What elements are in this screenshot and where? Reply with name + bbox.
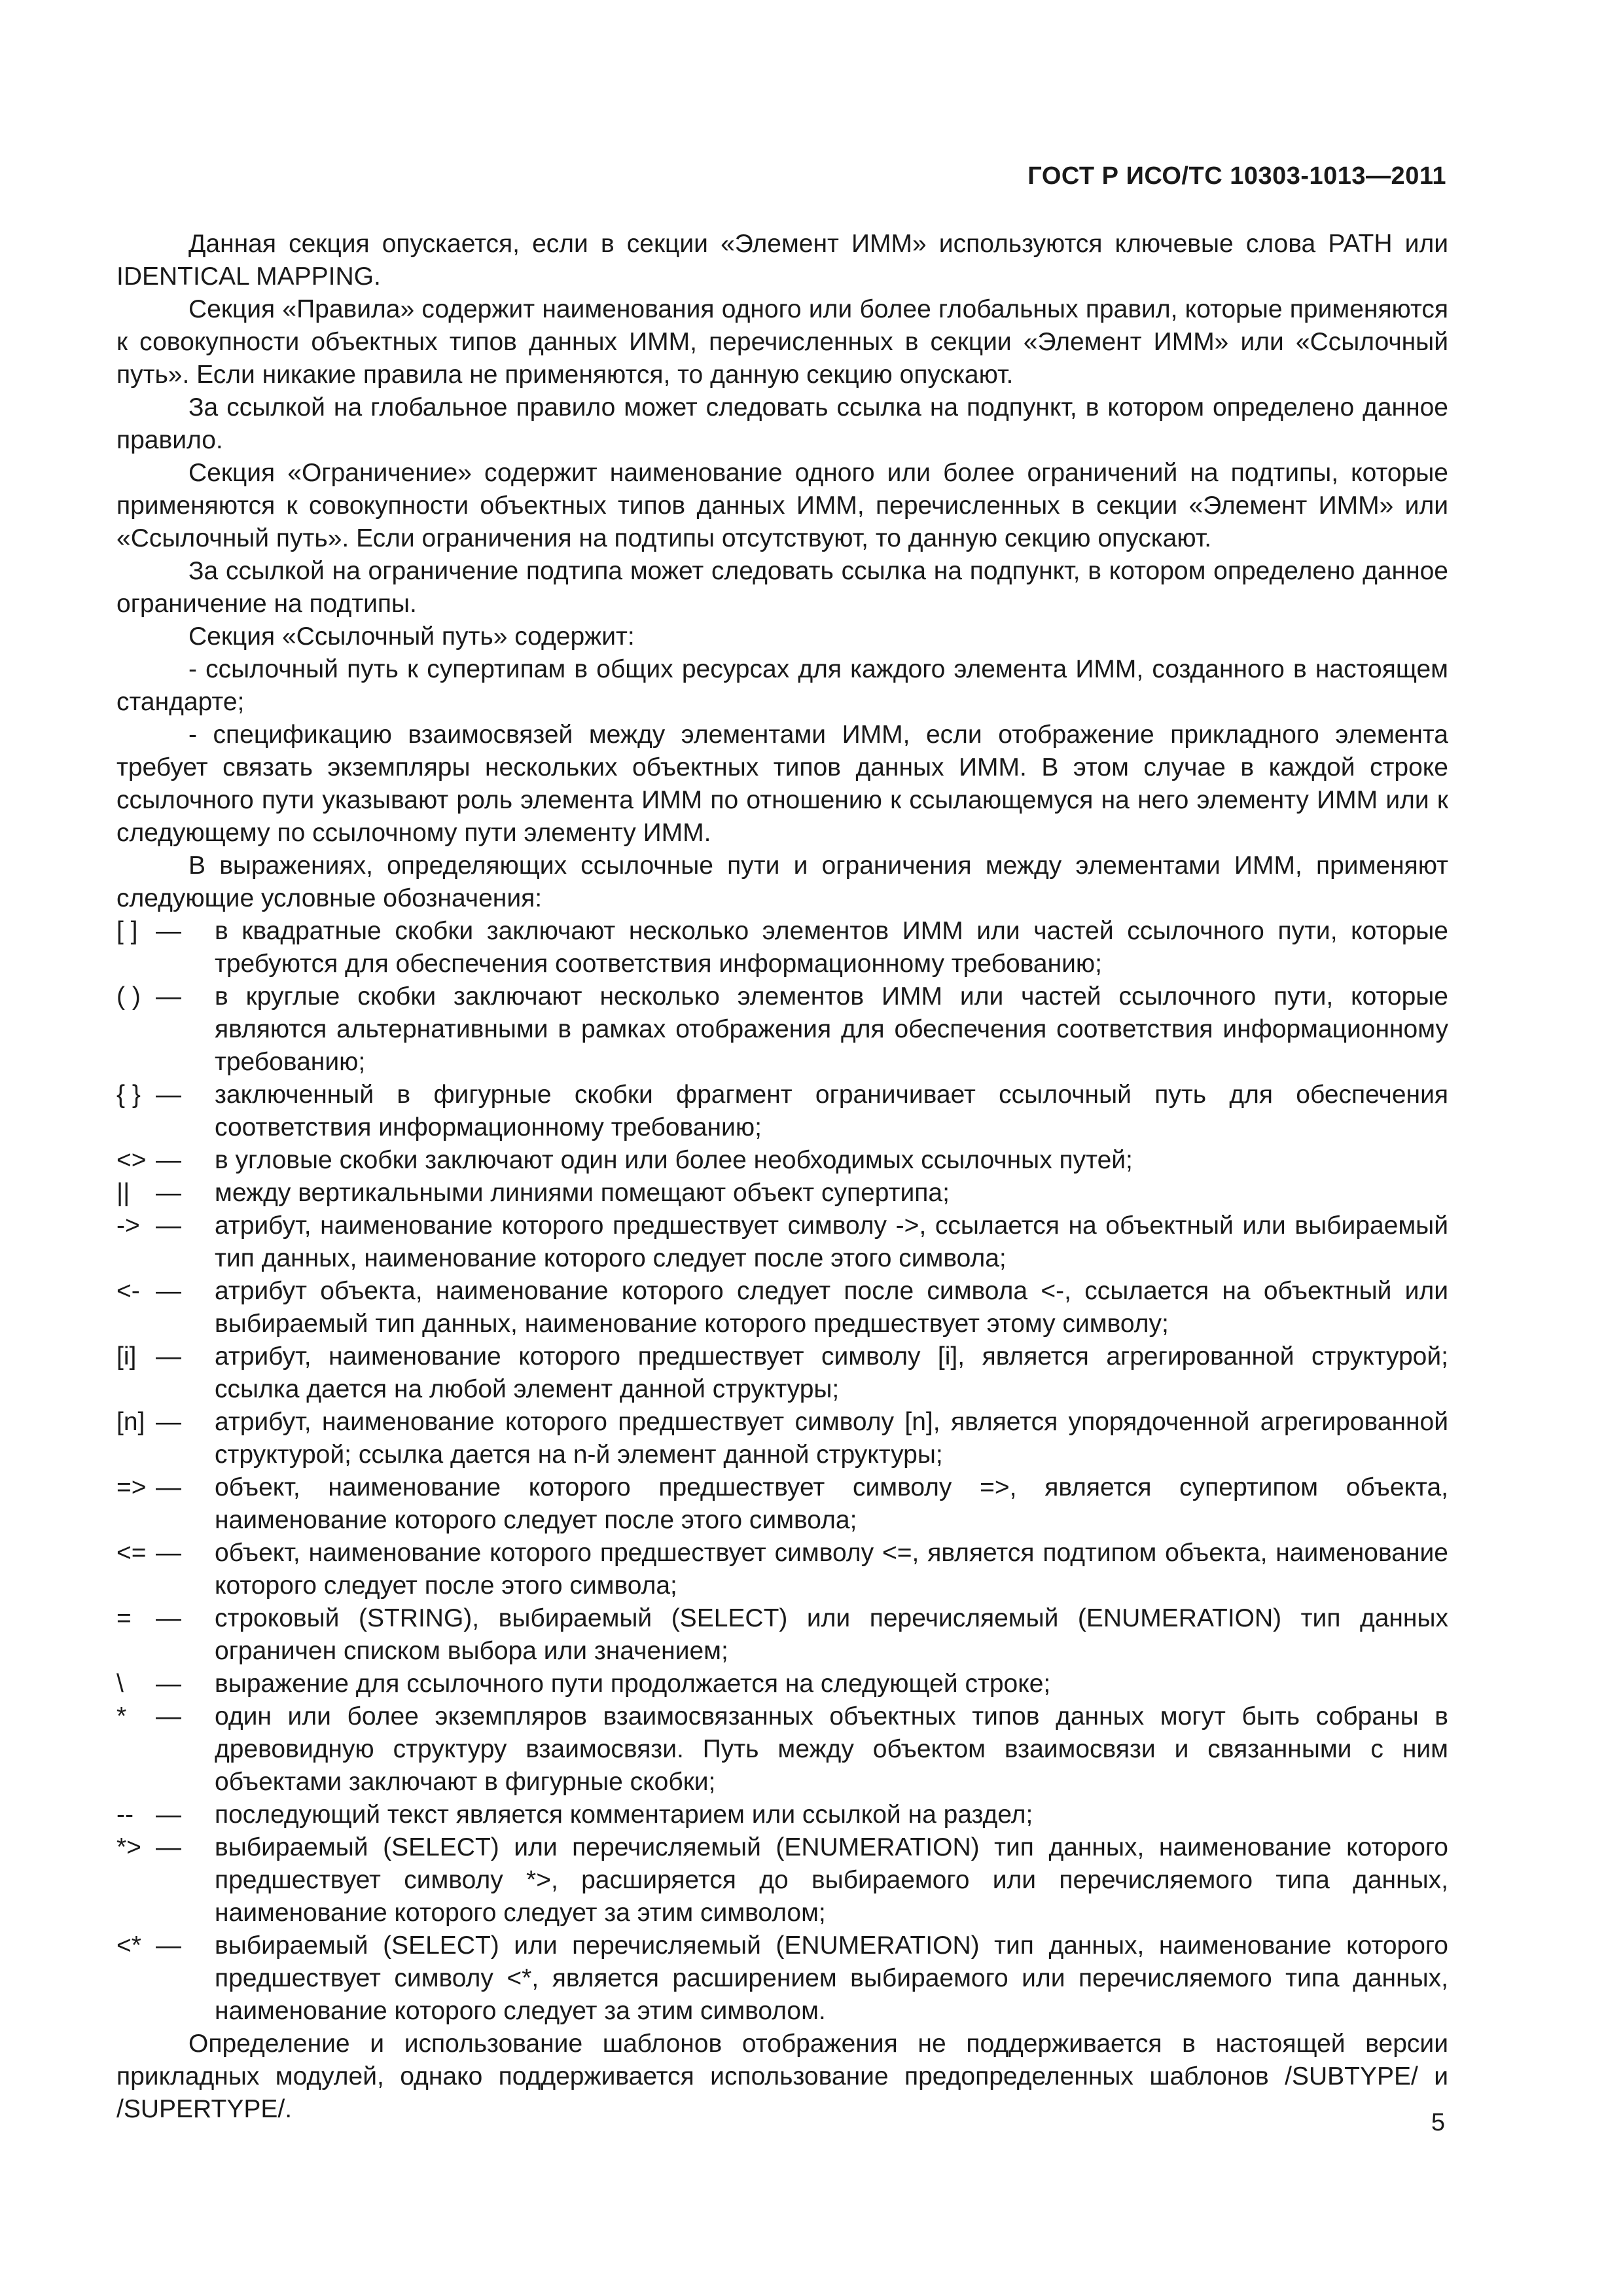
paragraph: В выражениях, определяющих ссылочные пути и ограничения между элементами ИММ, применяют следующие условные обозначения: <box>116 852 1448 912</box>
legend-symbol: \ <box>116 1670 124 1698</box>
paragraph: Данная секция опускается, если в секции «Элемент ИММ» используются ключевые слова PATH или IDENTICAL MAPPING. <box>116 230 1448 291</box>
legend-definition: между вертикальными линиями помещают объект супертипа; <box>215 1179 950 1207</box>
list-item: - ссылочный путь к супертипам в общих ресурсах для каждого элемента ИММ, созданного в настоящем стандарте; <box>116 655 1448 716</box>
legend-definition: выражение для ссылочного пути продолжается на следующей строке; <box>215 1670 1051 1698</box>
paragraph: Секция «Ограничение» содержит наименование одного или более ограничений на подтипы, которые применяются к совокупности объектных типов данных ИММ, перечисленных в секции «Элемент ИММ» или «Ссылочный путь». Если ограничения на подтипы отсутствуют, то данную секцию опускают. <box>116 459 1448 552</box>
legend-symbol: = <box>116 1604 132 1632</box>
document-header: ГОСТ Р ИСО/ТС 10303-1013—2011 <box>1027 162 1446 190</box>
legend-definition: атрибут, наименование которого предшествует символу ->, ссылается на объектный или выбираемый тип данных, наименование которого следует после этого символа; <box>215 1211 1448 1272</box>
legend-definition: выбираемый (SELECT) или перечисляемый (ENUMERATION) тип данных, наименование которого предшествует символу <*, является расширением выбираемого или перечисляемого типа данных, наименование которого следует за этим символом. <box>215 1931 1448 2025</box>
legend-row <box>116 1700 1448 1799</box>
legend-row <box>116 1177 1448 1210</box>
legend-dash: — <box>156 1342 181 1371</box>
legend-row <box>116 1340 1448 1406</box>
legend-row <box>116 915 1448 980</box>
legend-definition: один или более экземпляров взаимосвязанных объектных типов данных могут быть собраны в древовидную структуру взаимосвязи. Путь между объектом взаимосвязи и связанными с ним объектами заключают в фигурные скобки; <box>215 1702 1448 1796</box>
document-body <box>116 228 1448 2126</box>
legend-symbol: <- <box>116 1277 140 1305</box>
legend-definition: строковый (STRING), выбираемый (SELECT) или перечисляемый (ENUMERATION) тип данных ограничен списком выбора или значением; <box>215 1604 1448 1665</box>
legend-definition: заключенный в фигурные скобки фрагмент ограничивает ссылочный путь для обеспечения соответствия информационному требованию; <box>215 1081 1448 1141</box>
legend-definition: в круглые скобки заключают несколько элементов ИММ или частей ссылочного пути, которые являются альтернативными в рамках отображения для обеспечения соответствия информационному требованию; <box>215 982 1448 1076</box>
legend-row <box>116 1079 1448 1144</box>
legend-definition: объект, наименование которого предшествует символу =>, является супертипом объекта, наименование которого следует после этого символа; <box>215 1473 1448 1534</box>
legend-dash: — <box>156 1833 181 1861</box>
legend-row <box>116 1929 1448 2028</box>
legend-dash: — <box>156 917 181 945</box>
legend-row <box>116 1406 1448 1471</box>
legend-row <box>116 1275 1448 1340</box>
legend-definition: объект, наименование которого предшествует символу <=, является подтипом объекта, наименование которого следует после этого символа; <box>215 1539 1448 1600</box>
legend-row <box>116 1144 1448 1177</box>
legend-dash: — <box>156 1473 181 1501</box>
legend-definition: последующий текст является комментарием или ссылкой на раздел; <box>215 1801 1033 1829</box>
legend-row <box>116 1799 1448 1831</box>
legend-symbol: <> <box>116 1146 147 1174</box>
legend-row <box>116 1537 1448 1602</box>
legend-dash: — <box>156 1146 181 1174</box>
legend-definition: в угловые скобки заключают один или более необходимых ссылочных путей; <box>215 1146 1133 1174</box>
legend-row <box>116 1602 1448 1668</box>
legend-definition: выбираемый (SELECT) или перечисляемый (ENUMERATION) тип данных, наименование которого предшествует символу *>, расширяется до выбираемого или перечисляемого типа данных, наименование которого следует за этим символом; <box>215 1833 1448 1927</box>
legend-symbol: { } <box>116 1081 141 1109</box>
legend-dash: — <box>156 1670 181 1698</box>
legend-symbol: [n] <box>116 1408 145 1436</box>
legend-dash: — <box>156 982 181 1011</box>
legend-symbol: * <box>116 1702 127 1731</box>
paragraph: Определение и использование шаблонов отображения не поддерживается в настоящей версии прикладных модулей, однако поддерживается использование предопределенных шаблонов /SUBTYPE/ и /SUPERTYPE/. <box>116 2030 1448 2123</box>
list-item: - спецификацию взаимосвязей между элементами ИММ, если отображение прикладного элемента требует связать экземпляры нескольких объектных типов данных ИММ. В этом случае в каждой строке ссылочного пути указывают роль элемента ИММ по отношению к ссылающемуся на него элементу ИММ или к следующему по ссылочному пути элементу ИММ. <box>116 721 1448 847</box>
legend-dash: — <box>156 1931 181 1960</box>
paragraph: За ссылкой на ограничение подтипа может следовать ссылка на подпункт, в котором определено данное ограничение на подтипы. <box>116 557 1448 618</box>
legend-symbol: <* <box>116 1931 141 1960</box>
legend-symbol: *> <box>116 1833 141 1861</box>
legend-symbol: <= <box>116 1539 147 1567</box>
legend-row <box>116 1668 1448 1700</box>
legend-dash: — <box>156 1408 181 1436</box>
notation-legend <box>116 915 1448 2028</box>
legend-symbol: || <box>116 1179 130 1207</box>
legend-dash: — <box>156 1211 181 1240</box>
legend-dash: — <box>156 1081 181 1109</box>
legend-row <box>116 980 1448 1079</box>
legend-dash: — <box>156 1604 181 1632</box>
legend-definition: в квадратные скобки заключают несколько элементов ИММ или частей ссылочного пути, которые требуются для обеспечения соответствия информационному требованию; <box>215 917 1448 978</box>
legend-dash: — <box>156 1277 181 1305</box>
legend-definition: атрибут, наименование которого предшествует символу [n], является упорядоченной агрегированной структурой; ссылка дается на n-й элемент данной структуры; <box>215 1408 1448 1469</box>
paragraph: Секция «Ссылочный путь» содержит: <box>188 622 635 651</box>
legend-dash: — <box>156 1801 181 1829</box>
legend-dash: — <box>156 1702 181 1731</box>
paragraph: Секция «Правила» содержит наименования одного или более глобальных правил, которые применяются к совокупности объектных типов данных ИММ, перечисленных в секции «Элемент ИММ» или «Ссылочный путь». Если никакие правила не применяются, то данную секцию опускают. <box>116 295 1448 389</box>
legend-definition: атрибут, наименование которого предшествует символу [i], является агрегированной структурой; ссылка дается на любой элемент данной структуры; <box>215 1342 1448 1403</box>
legend-symbol: => <box>116 1473 147 1501</box>
legend-dash: — <box>156 1539 181 1567</box>
legend-row <box>116 1471 1448 1537</box>
legend-dash: — <box>156 1179 181 1207</box>
legend-symbol: -> <box>116 1211 140 1240</box>
legend-row <box>116 1831 1448 1929</box>
legend-symbol: -- <box>116 1801 134 1829</box>
legend-symbol: [i] <box>116 1342 137 1371</box>
legend-row <box>116 1210 1448 1275</box>
paragraph: За ссылкой на глобальное правило может следовать ссылка на подпункт, в котором определено данное правило. <box>116 393 1448 454</box>
page-number: 5 <box>1431 2109 1445 2136</box>
legend-definition: атрибут объекта, наименование которого следует после символа <-, ссылается на объектный или выбираемый тип данных, наименование которого предшествует этому символу; <box>215 1277 1448 1338</box>
legend-symbol: ( ) <box>116 982 141 1011</box>
legend-symbol: [ ] <box>116 917 138 945</box>
